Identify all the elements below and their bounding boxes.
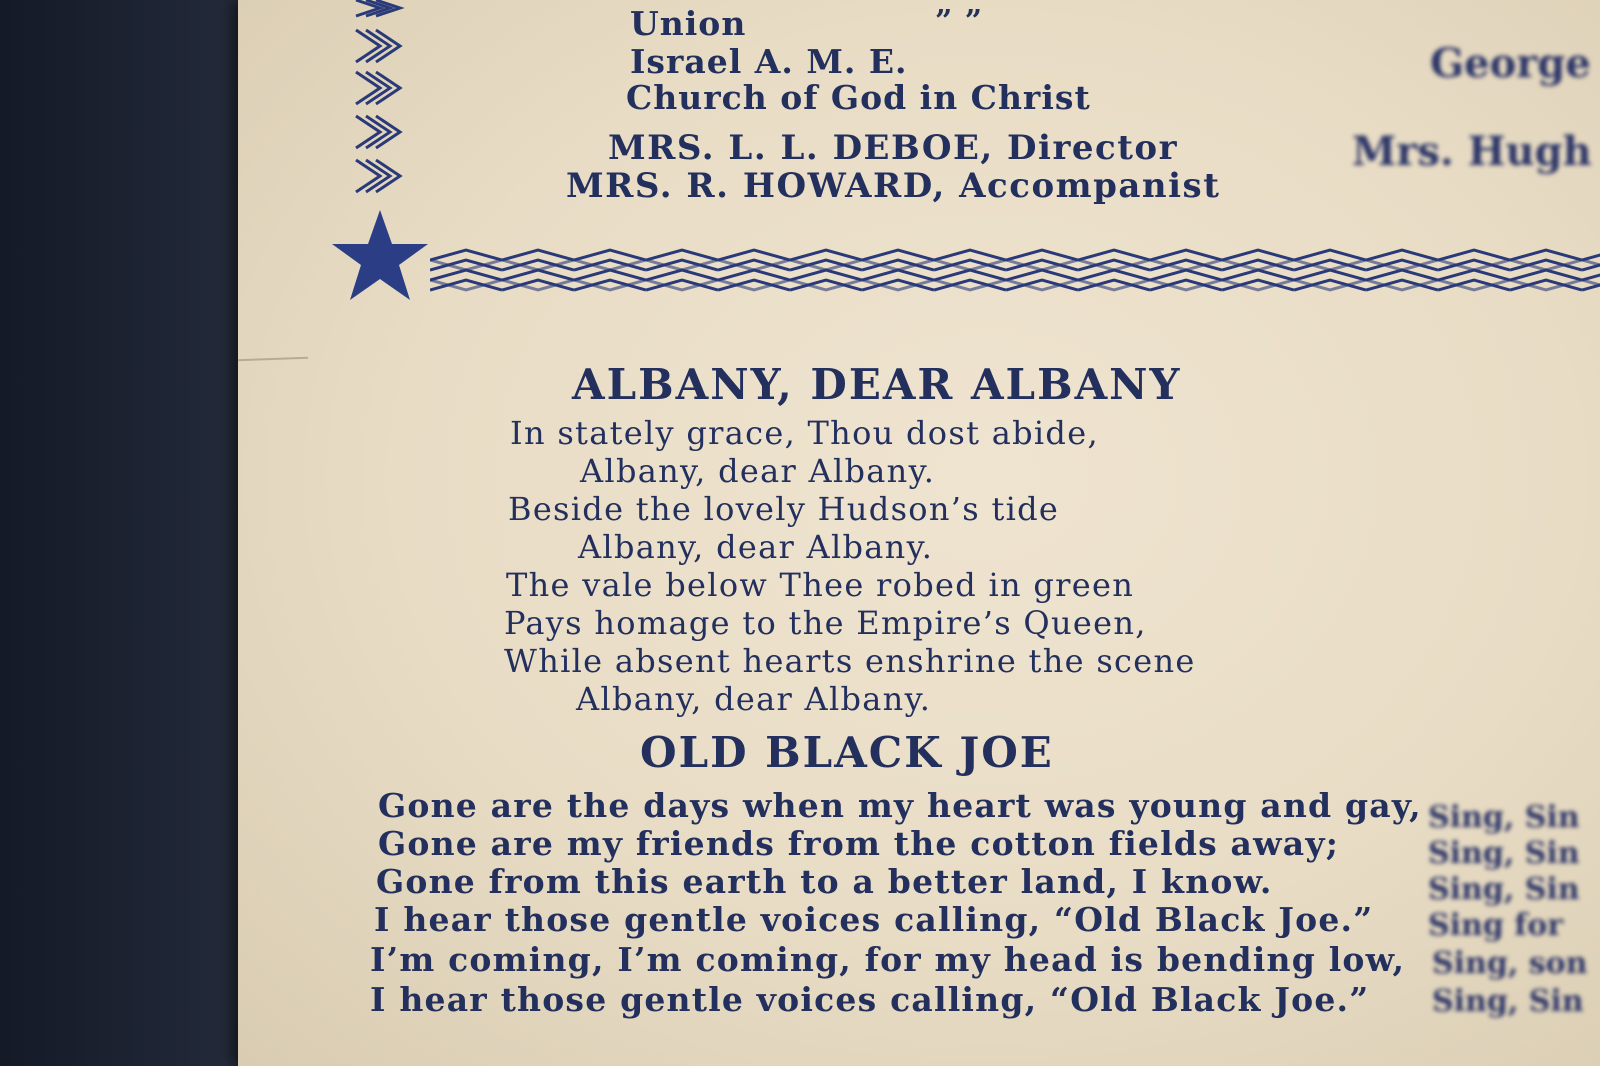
ditto-marks: ” ” xyxy=(935,4,983,39)
verse-line: Pays homage to the Empire’s Queen, xyxy=(504,604,1147,642)
right-name-george: George xyxy=(1430,40,1591,87)
verse-line: The vale below Thee robed in green xyxy=(506,566,1135,604)
verse-line: I hear those gentle voices calling, “Old Black Joe.” xyxy=(370,980,1370,1019)
verse-line: Gone from this earth to a better land, I know. xyxy=(376,862,1273,901)
fragment-line: Sing for xyxy=(1428,908,1564,943)
verse-line: I hear those gentle voices calling, “Old Black Joe.” xyxy=(374,900,1374,939)
verse-line: In stately grace, Thou dost abide, xyxy=(510,414,1099,452)
verse-line: Gone are my friends from the cotton fields away; xyxy=(378,824,1340,863)
congregation-israel-ame: Israel A. M. E. xyxy=(630,42,908,81)
right-name-mrs-hugh: Mrs. Hugh xyxy=(1352,128,1592,175)
verse-line: Albany, dear Albany. xyxy=(578,528,934,566)
zigzag-border-vertical xyxy=(350,0,410,210)
fragment-line: Sing, Sin xyxy=(1428,800,1580,835)
verse-line: While absent hearts enshrine the scene xyxy=(504,642,1196,680)
director-credit: MRS. L. L. DEBOE, Director xyxy=(608,128,1178,168)
song-title-albany: ALBANY, DEAR ALBANY xyxy=(572,360,1182,409)
zigzag-border-horizontal xyxy=(430,246,1600,302)
verse-line: I’m coming, I’m coming, for my head is bending low, xyxy=(370,940,1406,979)
accompanist-credit: MRS. R. HOWARD, Accompanist xyxy=(566,166,1221,206)
fragment-line: Sing, Sin xyxy=(1432,984,1584,1019)
verse-line: Gone are the days when my heart was young and gay, xyxy=(378,786,1422,825)
dark-background xyxy=(0,0,260,1066)
verse-line: Albany, dear Albany. xyxy=(576,680,932,718)
verse-line: Beside the lovely Hudson’s tide xyxy=(508,490,1060,528)
star-icon xyxy=(330,208,430,304)
fragment-line: Sing, Sin xyxy=(1428,872,1580,907)
song-title-old-black-joe: OLD BLACK JOE xyxy=(640,728,1054,777)
congregation-union: Union xyxy=(630,4,747,43)
verse-line: Albany, dear Albany. xyxy=(580,452,936,490)
fragment-line: Sing, Sin xyxy=(1428,836,1580,871)
congregation-church-of-god: Church of God in Christ xyxy=(626,78,1091,117)
fragment-line: Sing, son xyxy=(1432,946,1588,981)
